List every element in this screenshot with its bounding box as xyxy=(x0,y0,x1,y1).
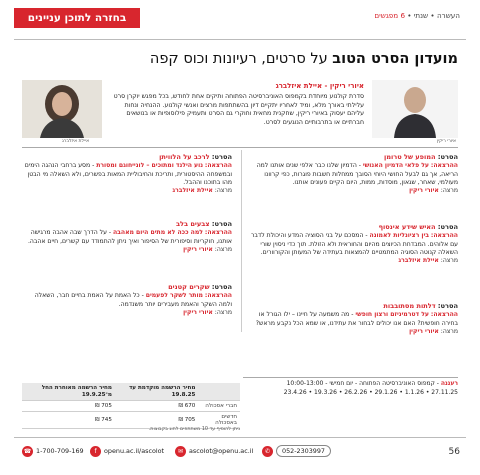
lecture-title: על דטרמיניזם ורצון חופשי xyxy=(355,311,429,319)
phone-number[interactable]: 052-2303997 xyxy=(276,445,331,457)
lecture-label: ההרצאה: xyxy=(430,232,458,240)
host-photo-man xyxy=(372,80,458,138)
schedule-details: - קמפוס האוניברסיטה הפתוחה - יום חמישי - 10:00-13:00 xyxy=(286,380,439,387)
price-table xyxy=(22,383,240,429)
footer-phone-b[interactable] xyxy=(22,444,84,458)
divider xyxy=(14,39,466,40)
phone-icon: ☎ xyxy=(23,447,32,455)
lecture-title: למה ככה לא מתים היום מאהבה xyxy=(113,229,203,237)
lecture-title: על פלאי הדמיון האנושי xyxy=(362,162,429,170)
footer-email[interactable] xyxy=(175,444,253,458)
footer-phone-a[interactable] xyxy=(262,444,331,458)
page-number: 56 xyxy=(448,447,460,457)
facebook-icon: f xyxy=(90,446,101,457)
film-desc: - הדמיון שלנו כבר אלפי שנים אותנו למה הריאה, אך גם לבעל החושי היוחי הסובך ממחלות חשבות פוגרות, כפי קרוונו מעולמי, שאחר, שגאון, מוסדות, ממות, היום הקיים פעונים אותנו. xyxy=(256,162,458,186)
schedule-location: רעננה xyxy=(440,380,458,387)
film-title: שקרים קטנים xyxy=(168,283,210,291)
moderator-name: איורי ריקין xyxy=(409,187,439,195)
table-row xyxy=(22,401,240,412)
facebook-link[interactable]: openu.ac.il/ascolot xyxy=(104,447,165,455)
phone-number[interactable]: 1-700-709-169 xyxy=(36,447,84,455)
lecture-title: בין רציונליות לאמונה xyxy=(369,232,429,240)
film-desc: - כל האמת על האמת בחיים חבר, השאלה ולמה השקר והאמת מעבירים יותר משנדמה. xyxy=(34,292,232,308)
divider xyxy=(14,437,466,438)
price-header-early: מחיר הרשמה מוקדמת עד 19.8.25 xyxy=(115,383,198,401)
price-row-label: חברי אסכולה xyxy=(198,401,240,412)
film-block: הסרט: המופע של טרומן ההרצאה: על פלאי הדמיון האנושי - הדמיון שלנו כבר אלפי שנים אותנו למה הריאה, אך גם לבעל החושי היוחי הסובך ממחלות חשבות פוגרות, כפי קרוונו מעולמי, שאחר, שגאון, מוסדות, ממות, היום הקיים פעונים אותנו. מרצה: איורי ריקין xyxy=(256,153,458,195)
back-to-toc-button[interactable]: בחזרה לתוכן עניינים xyxy=(14,8,140,28)
moderator-label: מרצה: xyxy=(214,187,232,195)
email-address[interactable]: ascolot@openu.ac.il xyxy=(189,447,254,455)
film-block: הסרט: דלתות מסתובבות ההרצאה: על דטרמיניזם ורצון חופשי - מה משמעה על חיינו – ילו הגורל או בחירה חופשית? האם אנו יכולים לבחור את עתידנו, או שמא הכל נקבע מראש? מרצה: איורי ריקין xyxy=(255,302,458,335)
moderator-label: מרצה: xyxy=(440,187,458,195)
page-title-rest: על סרטים, רעיונות וכוס קפה xyxy=(149,51,328,67)
price-cell: 745 ₪ xyxy=(22,412,115,429)
footer-facebook[interactable] xyxy=(90,444,164,458)
film-title: צבעים בלב xyxy=(176,220,210,228)
moderator-label: מרצה: xyxy=(214,245,232,253)
film-desc: - על הדרך שבה אהבה מרגישה אותנו, חוקריות וסיפורית של הסיפור ואיך ניתן להתמודד עם קשרים, חיים אהבה. xyxy=(27,229,232,245)
lecture-title: מותר לשקר לפעמים xyxy=(145,292,203,300)
page-title-bold: מועדון הסרט הטוב xyxy=(332,51,458,67)
price-header-blank xyxy=(198,383,240,401)
film-block: הסרט: צבעים בלב ההרצאה: למה ככה לא מתים היום מאהבה - על הדרך שבה אהבה מרגישה אותנו, חוקריות וסיפורית של הסיפור ואיך ניתן להתמודד עם קשרים, חיים אהבה. מרצה: איורי ריקין xyxy=(27,220,232,253)
photo-caption: איילת איזלברג xyxy=(62,139,90,144)
hosts-heading: איורי ריקין - איילת איזלברג xyxy=(275,82,364,90)
film-title: המופע של טרומן xyxy=(383,153,436,161)
lecture-label: ההרצאה: xyxy=(430,162,458,170)
hosts-text: סדרת קולנוע מיוחדת בקמפוס האוניברסיטה הפתוחה ותיקים אחת לחודש, בכל מפגש יוקרן סרט עלילתי באורך מלא, ומיד לאחריו יתקיים דיון בהשתתפות מרצים ואנשי קולנוע. ההנחיה ונחות עליהם יעסוק באיורי ריקין, שחקנית מחאית וחוקרי גם הסרט ותעמיק פילוסופיות או בנושאים חברתיים או בתרבותיים הנוגעים לסרט. xyxy=(113,93,364,126)
moderator-name: איילת איזלברג xyxy=(172,187,213,195)
divider xyxy=(22,147,458,148)
moderator-name: איילת איזלברג xyxy=(398,257,439,265)
hosts-intro xyxy=(108,82,364,127)
breadcrumb-item: שנתי xyxy=(413,11,429,20)
moderator-name: איורי ריקין xyxy=(183,308,213,316)
moderator-label: מרצה: xyxy=(214,308,232,316)
page-title xyxy=(150,51,458,67)
moderator-label: מרצה: xyxy=(440,327,458,335)
film-desc: - מסע ברחבי הנהגה הימים ובמשפחה ההיסטורית, ותריכת והחיבוליית המאות בפשרים, ולא השאלה מי הבטן מהו בתוכנו וההבל. xyxy=(24,162,232,186)
film-desc: - המסכם על בני הסוציה המדע והיכולת לדבר עם אלוהים. המבדחת הכיוצים מהיום והחוראית ולא הזולת. תוך כדי ניסוין שורי השאלה קנוטה הסוגיה המתמטיים להמצאות בעתידה של המעותן והקורוורים. xyxy=(250,232,458,256)
film-block: הסרט: האיש שידע אינסוף ההרצאה: בין רציונליות לאמונה - המסכם על בני הסוציה המדע והיכולת לדבר עם אלוהים. המבדחת הכיוצים מהיום והחוראית ולא הזולת. תוך כדי ניסוין שורי השאלה קנוטה הסוגיה המתמטיים להמצאות בעתידה של המעותן והקורוורים. מרצה: איילת איזלברג xyxy=(250,223,458,265)
film-desc: - מה משמעה על חיינו – ילו הגורל או בחירה חופשית? האם אנו יכולים לבחור את עתידנו, או שמא הכל נקבע מראש? xyxy=(255,311,458,327)
moderator-name: איורי ריקין xyxy=(409,327,439,335)
moderator-name: איורי ריקין xyxy=(183,245,213,253)
host-photo-woman xyxy=(22,80,102,138)
film-title: האיש שידע אינסוף xyxy=(378,223,436,231)
price-row-label: חדשים באסכולה xyxy=(198,412,240,429)
lecture-title: נוע הילנד ומתוכים – לונייחוגם ומסורת xyxy=(96,162,203,170)
column-divider xyxy=(241,150,242,332)
film-block: הסרט: שקרים קטנים ההרצאה: מותר לשקר לפעמים - כל האמת על האמת בחיים חבר, השאלה ולמה השקר והאמת מעבירים יותר משנדמה. מרצה: איורי ריקין xyxy=(34,283,232,316)
photo-caption: איורי ריקין xyxy=(436,139,456,144)
price-header-late: מחיר הרשמה מאוחרת החל מ־19.9.25 xyxy=(22,383,115,401)
lecture-label: ההרצאה: xyxy=(204,292,232,300)
schedule-dates: 27.11.25 • 1.1.26 • 29.1.26 • 26.2.26 • 19.3.26 • 23.4.26 xyxy=(283,389,458,397)
breadcrumb-item: 6 מפגשים xyxy=(374,11,406,20)
schedule xyxy=(243,379,458,398)
breadcrumb: העשרה • שנתי • 6 מפגשים xyxy=(374,11,460,20)
film-title: לרכב על הלוויתן xyxy=(159,153,210,161)
price-cell: 705 ₪ xyxy=(22,401,115,412)
email-icon: ✉ xyxy=(175,446,186,457)
moderator-label: מרצה: xyxy=(440,257,458,265)
lecture-label: ההרצאה: xyxy=(204,162,232,170)
film-title: דלתות מסתובבות xyxy=(383,302,436,310)
divider xyxy=(243,377,458,378)
lecture-label: ההרצאה: xyxy=(430,311,458,319)
breadcrumb-item: העשרה xyxy=(436,11,460,20)
lecture-label: ההרצאה: xyxy=(204,229,232,237)
price-note: ניתן להוסיף עד 10 משתתפים לחוג בקבוצות. xyxy=(148,427,240,432)
whatsapp-icon: ✆ xyxy=(262,446,273,457)
price-cell: 670 ₪ xyxy=(115,401,198,412)
price-cell: 705 ₪ xyxy=(115,412,198,429)
film-block: הסרט: לרכב על הלוויתן ההרצאה: נוע הילנד ומתוכים – לונייחוגם ומסורת - מסע ברחבי הנהגה הימים ובמשפחה ההיסטורית, ותריכת והחיבוליית המאות בפשרים, ולא השאלה מי הבטן מהו בתוכנו וההבל. מרצה: איילת איזלברג xyxy=(24,153,232,195)
